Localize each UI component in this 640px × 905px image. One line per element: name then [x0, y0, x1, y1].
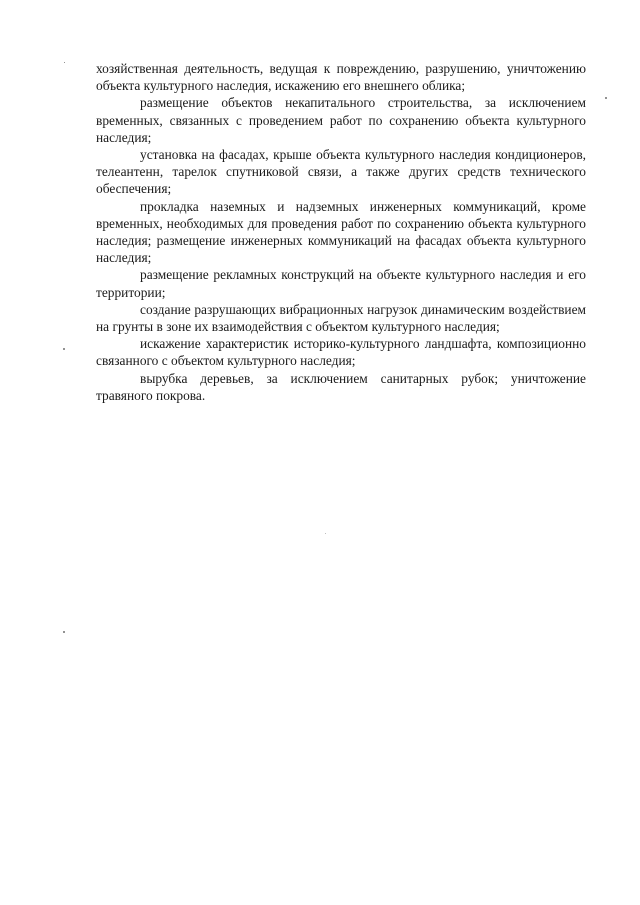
- document-body: [96, 60, 586, 404]
- paragraph-economic-activity: хозяйственная деятельность, ведущая к повреждению, разрушению, уничтожению объекта культурного наследия, искажению его внешнего облика;: [96, 61, 586, 94]
- scan-speck: [325, 533, 326, 534]
- paragraph-vibration-loads: создание разрушающих вибрационных нагрузок динамическим воздействием на грунты в зоне их взаимодействия с объектом культурного наследия;: [96, 301, 586, 335]
- scan-speck: [63, 348, 65, 350]
- paragraph-temporary-structures: размещение объектов некапитального строительства, за исключением временных, связанных с проведением работ по сохранению объекта культурного наследия;: [96, 95, 586, 145]
- paragraph-engineering-communications: прокладка наземных и надземных инженерных коммуникаций, кроме временных, необходимых для проведения работ по сохранению объекта культурного наследия; размещение инженерных коммуникаций на фасадах объекта культурного наследия;: [96, 198, 586, 266]
- paragraph-facade-equipment: установка на фасадах, крыше объекта культурного наследия кондиционеров, телеантенн, тарелок спутниковой связи, а также других средств технического обеспечения;: [96, 147, 586, 197]
- paragraph-tree-felling: вырубка деревьев, за исключением санитарных рубок; уничтожение травяного покрова.: [96, 370, 586, 403]
- paragraph-landscape-distortion: искажение характеристик историко-культурного ландшафта, композиционно связанного с объектом культурного наследия;: [96, 336, 586, 369]
- scan-speck: [63, 631, 65, 633]
- scan-speck: [605, 97, 607, 99]
- scan-speck: [64, 62, 65, 63]
- paragraph-advertising-structures: размещение рекламных конструкций на объекте культурного наследия и его территории;: [96, 267, 586, 300]
